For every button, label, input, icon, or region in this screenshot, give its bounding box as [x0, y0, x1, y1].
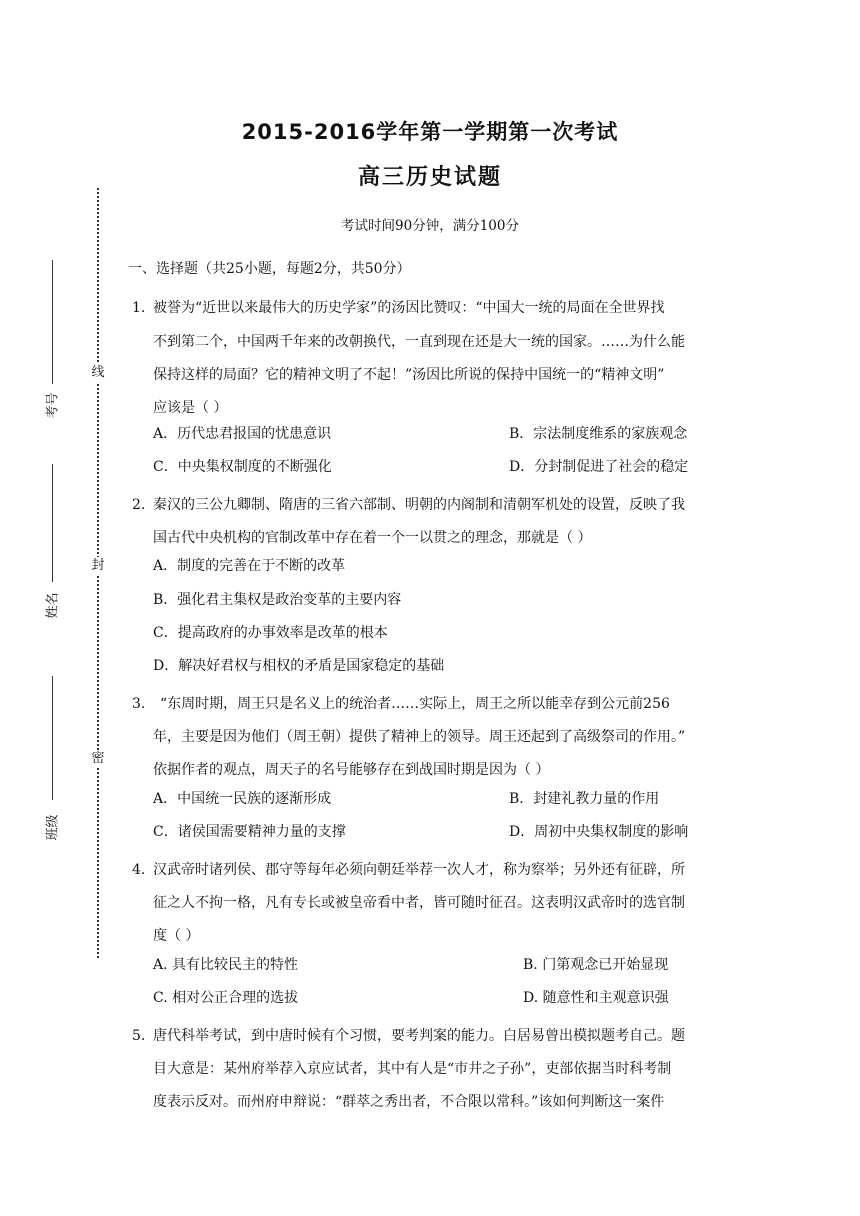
- option-a: A．制度的完善在于不断的改革: [153, 558, 346, 574]
- question-line: 依据作者的观点，周天子的名号能够存在到战国时期是因为（ ）: [153, 762, 550, 778]
- class-line: [52, 676, 53, 800]
- exam-info: 考试时间90分钟，满分100分: [341, 218, 519, 234]
- exam-number-label: 考号: [45, 392, 61, 419]
- option-d: D. 随意性和主观意识强: [523, 990, 669, 1006]
- question-line: 不到第二个，中国两千年来的改朝换代，一直到现在还是大一统的国家。……为什么能: [153, 334, 685, 350]
- option-c: C．提高政府的办事效率是改革的根本: [153, 625, 388, 641]
- question-line: “东周时期，周王只是名义上的统治者……实际上，周王之所以能幸存到公元前256: [160, 696, 670, 712]
- binding-char-mi: 密: [91, 751, 105, 766]
- exam-title: 2015-2016学年第一学期第一次考试: [241, 120, 619, 144]
- question-line: 被誉为“近世以来最伟大的历史学家”的汤因比赞叹：“中国大一统的局面在全世界找: [153, 300, 665, 316]
- binding-char-feng: 封: [91, 558, 105, 573]
- option-a: A．历代忠君报国的忧患意识: [153, 426, 332, 442]
- option-b: B．宗法制度维系的家族观念: [509, 426, 688, 442]
- class-label: 班级: [45, 814, 61, 841]
- question-line: 秦汉的三公九卿制、隋唐的三省六部制、明朝的内阁制和清朝军机处的设置，反映了我: [153, 497, 685, 513]
- name-label: 姓名: [45, 592, 61, 619]
- option-b: B．封建礼教力量的作用: [509, 791, 660, 807]
- option-a: A．中国统一民族的逐渐形成: [153, 791, 332, 807]
- question-line: 度表示反对。而州府申辩说：“群萃之秀出者，不合限以常科。”该如何判断这一案件: [153, 1094, 665, 1110]
- option-d: D．解决好君权与相权的矛盾是国家稳定的基础: [153, 658, 445, 674]
- question-line: 国古代中央机构的官制改革中存在着一个一以贯之的理念，那就是（ ）: [153, 530, 592, 546]
- section-title: 一、选择题（共25小题，每题2分，共50分）: [128, 261, 411, 277]
- option-c: C. 相对公正合理的选拔: [153, 990, 299, 1006]
- option-c: C．诸侯国需要精神力量的支撑: [153, 824, 346, 840]
- question-number: 2.: [132, 497, 146, 513]
- question-line: 保持这样的局面？它的精神文明了不起！”汤因比所说的保持中国统一的“精神文明”: [153, 367, 665, 383]
- option-a: A. 具有比较民主的特性: [153, 957, 299, 973]
- option-c: C．中央集权制度的不断强化: [153, 459, 332, 475]
- option-b: B. 门第观念已开始显现: [523, 957, 669, 973]
- question-number: 1.: [132, 300, 146, 316]
- name-line: [52, 464, 53, 582]
- binding-margin: [0, 0, 120, 1216]
- exam-subtitle: 高三历史试题: [357, 165, 502, 190]
- question-line: 汉武帝时诸列侯、郡守等每年必须向朝廷举荐一次人才，称为察举；另外还有征辟，所: [153, 862, 685, 878]
- question-line: 年，主要是因为他们（周王朝）提供了精神上的领导。周王还起到了高级祭司的作用。”: [153, 729, 686, 745]
- question-line: 度（ ）: [153, 928, 200, 944]
- question-line: 应该是（ ）: [153, 400, 228, 416]
- exam-number-line: [52, 260, 53, 384]
- question-number: 5.: [132, 1028, 146, 1044]
- option-d: D．分封制促进了社会的稳定: [509, 459, 689, 475]
- option-d: D．周初中央集权制度的影响: [509, 824, 689, 840]
- binding-char-xian: 线: [91, 365, 105, 380]
- option-b: B．强化君主集权是政治变革的主要内容: [153, 592, 402, 608]
- question-line: 唐代科举考试，到中唐时候有个习惯，要考判案的能力。白居易曾出模拟题考自己。题: [153, 1028, 685, 1044]
- question-number: 3.: [132, 696, 146, 712]
- question-number: 4.: [132, 862, 146, 878]
- question-line: 目大意是：某州府举荐入京应试者，其中有人是“市井之子孙”，吏部依据当时科考制: [153, 1061, 672, 1077]
- question-line: 征之人不拘一格，凡有专长或被皇帝看中者，皆可随时征召。这表明汉武帝时的选官制: [153, 895, 685, 911]
